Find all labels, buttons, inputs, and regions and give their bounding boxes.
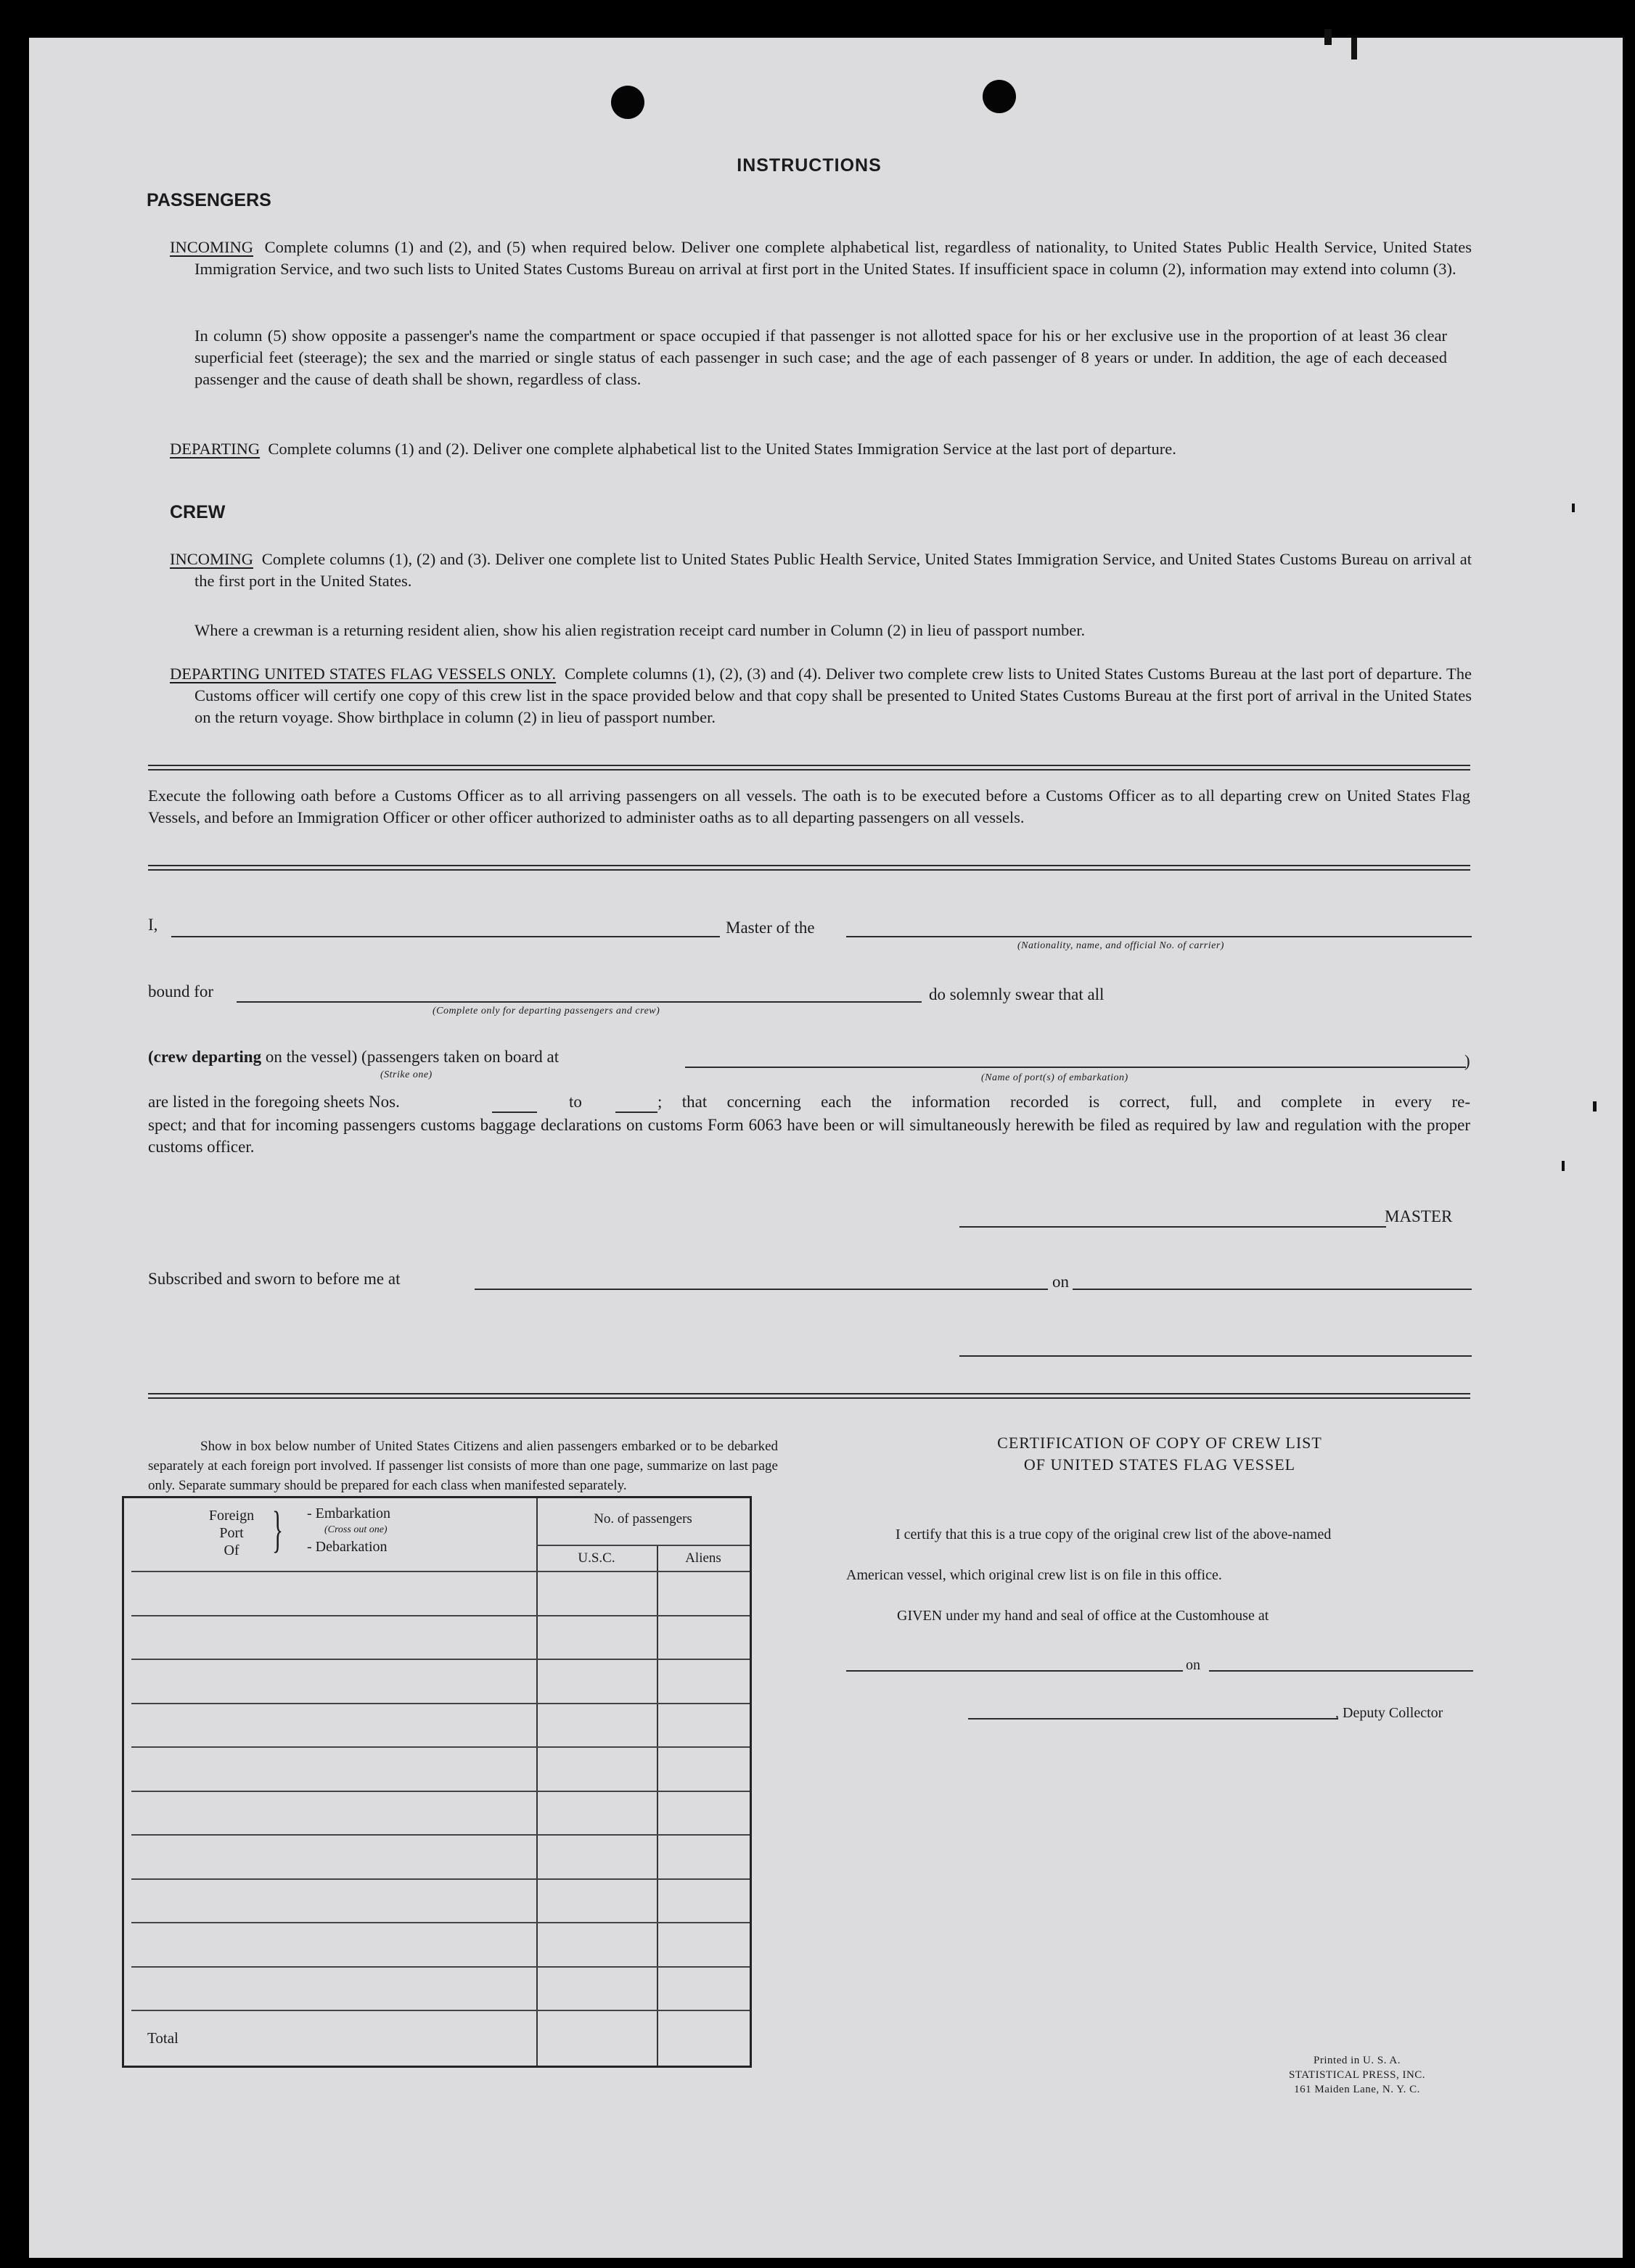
punch-hole-left — [611, 86, 644, 119]
subscribed-place-field[interactable] — [475, 1289, 1048, 1290]
divider — [148, 865, 1470, 871]
carrier-caption: (Nationality, name, and official No. of carrier) — [1017, 940, 1224, 951]
table-row-line — [131, 1791, 750, 1792]
debarkation-option[interactable]: - Debarkation — [307, 1539, 388, 1555]
header-bottom — [131, 1571, 750, 1572]
no-of-passengers-header: No. of passengers — [594, 1511, 692, 1527]
passengers-departing-paragraph — [170, 438, 1472, 460]
header-divider — [536, 1545, 750, 1546]
divider — [148, 765, 1470, 771]
passengers-column5-paragraph: In column (5) show opposite a passenger's name the compartment or space occupied if that passenger is not allotted space for his or her exclusive use in the proportion of at least 36 clear superficial feet (steerage); the sex and the married or single status of each passenger in such case; and the age of each passenger of 8 years or under. In addition, the age of each deceased passenger and the cause of death shall be shown, regardless of class. — [194, 326, 1447, 388]
of-word: Of — [224, 1542, 239, 1558]
deputy-collector-label: , Deputy Collector — [1335, 1705, 1443, 1721]
corner-mark — [1324, 29, 1332, 45]
oath-instruction-paragraph: Execute the following oath before a Customs Officer as to all arriving passengers on all vessels. The oath is to be executed before a Customs Officer as to all departing crew on United States Flag Vessels, and before an Immigration Officer or other officer authorized to administer oaths as to all departing passengers on all vessels. — [148, 786, 1470, 826]
printer-line1: Printed in U. S. A. — [1314, 2055, 1401, 2066]
printer-imprint — [1234, 2053, 1480, 2097]
cross-out-caption: (Cross out one) — [324, 1524, 388, 1535]
punch-hole-right — [983, 80, 1016, 113]
crew-heading: CREW — [170, 502, 226, 522]
bound-for-field[interactable] — [237, 1001, 922, 1003]
crew-departing-label: DEPARTING UNITED STATES FLAG VESSELS ONLY. — [170, 665, 557, 683]
table-row-line — [131, 1746, 750, 1748]
usc-column-header: U.S.C. — [578, 1550, 615, 1566]
certification-title-line1: CERTIFICATION OF COPY OF CREW LIST — [997, 1434, 1322, 1452]
customhouse-field[interactable] — [846, 1670, 1183, 1672]
table-row-line — [131, 1878, 750, 1880]
strike-one-caption: (Strike one) — [380, 1069, 433, 1080]
on-the-vessel-label: on the vessel) — [265, 1048, 358, 1066]
instructions-title: INSTRUCTIONS — [737, 155, 882, 176]
table-row-line — [131, 1659, 750, 1660]
passengers-taken-option[interactable]: (passengers taken on board at — [361, 1048, 560, 1066]
master-label: MASTER — [1385, 1207, 1453, 1225]
edge-mark — [1593, 1101, 1597, 1112]
corner-mark — [1351, 38, 1357, 59]
subscribed-on-label: on — [1052, 1273, 1069, 1291]
crew-passengers-line — [148, 1048, 559, 1067]
certification-title-line2: OF UNITED STATES FLAG VESSEL — [1023, 1455, 1296, 1474]
master-name-field[interactable] — [171, 936, 720, 937]
certify-line1: I certify that this is a true copy of the original crew list of the above-named — [896, 1527, 1332, 1542]
bound-for-label: bound for — [148, 982, 214, 1001]
sheet-from-field[interactable] — [492, 1112, 537, 1113]
embarkation-ports-field[interactable] — [685, 1067, 1466, 1068]
passengers-departing-label: DEPARTING — [170, 440, 261, 458]
crew-departing-option[interactable]: (crew departing — [148, 1048, 262, 1066]
edge-mark — [1572, 504, 1575, 512]
concerning-rest: spect; and that for incoming passengers customs baggage declarations on customs Form 6063 have been or will simultaneously herewith be filed as required by law and regulation with the proper customs officer. — [148, 1116, 1470, 1156]
summary-instruction: Show in box below number of United States Citizens and alien passengers embarked or to be debarked separately at each foreign port involved. If passenger list consists of more than one page, summarize on last page only. Separate summary should be prepared for each class when manifested separately. — [148, 1439, 778, 1493]
table-row-line — [131, 1703, 750, 1704]
passengers-heading: PASSENGERS — [147, 190, 271, 210]
brace-icon: } — [272, 1502, 284, 1558]
divider — [148, 1393, 1470, 1399]
foreign-word: Foreign — [208, 1508, 255, 1524]
edge-mark — [1562, 1161, 1565, 1171]
col-divider — [657, 1545, 658, 2066]
foreign-port-of-label — [189, 1507, 274, 1559]
printer-line3: 161 Maiden Lane, N. Y. C. — [1294, 2084, 1420, 2095]
passengers-incoming-label: INCOMING — [170, 238, 253, 256]
swear-label: do solemnly swear that all — [929, 985, 1105, 1003]
passengers-departing-text: Complete columns (1) and (2). Deliver one complete alphabetical list to the United States Immigration Service at the last port of departure. — [268, 440, 1176, 458]
officer-signature-field[interactable] — [959, 1355, 1472, 1357]
table-row-line — [131, 1615, 750, 1616]
listed-sheets-label: are listed in the foregoing sheets Nos. — [148, 1093, 400, 1111]
crew-departing-paragraph — [170, 663, 1472, 728]
certify-line2: American vessel, which original crew list is on file in this office. — [846, 1567, 1222, 1583]
crew-incoming-label: INCOMING — [170, 550, 253, 568]
col-divider — [536, 1498, 538, 2066]
close-paren: ) — [1464, 1052, 1470, 1070]
crew-incoming-paragraph — [170, 548, 1472, 592]
deputy-signature-field[interactable] — [968, 1718, 1338, 1720]
total-label: Total — [147, 2029, 179, 2047]
sheet-to-field[interactable] — [615, 1112, 657, 1113]
passenger-summary-table — [122, 1496, 752, 2068]
embarkation-option[interactable]: - Embarkation — [307, 1505, 390, 1521]
certification-title — [848, 1432, 1472, 1476]
table-row-line — [131, 2010, 750, 2011]
crew-departing-text: Complete columns (1), (2), (3) and (4). Deliver two complete crew lists to United States Customs Bureau at the last port of departure. The Customs officer will certify one copy of this crew list in the space provided below and that copy shall be presented to United States Customs Bureau at the first port of arrival in the United States on the return voyage. Show birthplace in column (2) in lieu of passport number. — [194, 665, 1472, 726]
given-line: GIVEN under my hand and seal of office at the Customhouse at — [897, 1608, 1269, 1624]
certification-date-field[interactable] — [1209, 1670, 1473, 1672]
passengers-incoming-text: Complete columns (1) and (2), and (5) when required below. Deliver one complete alphabetical list, regardless of nationality, to United States Public Health Service, United States Immigration Service, and two such lists to United States Customs Bureau on arrival at first port in the United States. If insufficient space in column (2), information may extend into column (3). — [194, 238, 1472, 278]
carrier-field[interactable] — [846, 936, 1472, 937]
concerning-line1: ; that concerning each the information recorded is correct, full, and complete in every re- — [657, 1093, 1470, 1111]
table-row-line — [131, 1834, 750, 1836]
to-label: to — [569, 1093, 582, 1111]
oath-i-label: I, — [148, 916, 158, 934]
printer-line2: STATISTICAL PRESS, INC. — [1288, 2069, 1426, 2081]
table-row-line — [131, 1922, 750, 1923]
port-word: Port — [219, 1525, 244, 1541]
table-row-line — [131, 1966, 750, 1968]
crew-incoming-text: Complete columns (1), (2) and (3). Deliver one complete list to United States Public Health Service, United States Immigration Service, and United States Customs Bureau on arrival at the first port in the United States. — [194, 550, 1472, 590]
bound-for-caption: (Complete only for departing passengers and crew) — [433, 1006, 660, 1016]
ports-caption: (Name of port(s) of embarkation) — [981, 1072, 1128, 1083]
subscribed-date-field[interactable] — [1073, 1289, 1472, 1290]
master-signature-field[interactable] — [959, 1226, 1386, 1228]
master-of-the-label: Master of the — [726, 919, 815, 937]
certification-on-label: on — [1186, 1657, 1200, 1673]
passengers-incoming-paragraph — [170, 237, 1472, 280]
crew-alien-paragraph: Where a crewman is a returning resident alien, show his alien registration receipt card number in Column (2) in lieu of passport number. — [194, 621, 1086, 639]
aliens-column-header: Aliens — [685, 1550, 721, 1566]
subscribed-label: Subscribed and sworn to before me at — [148, 1270, 401, 1288]
